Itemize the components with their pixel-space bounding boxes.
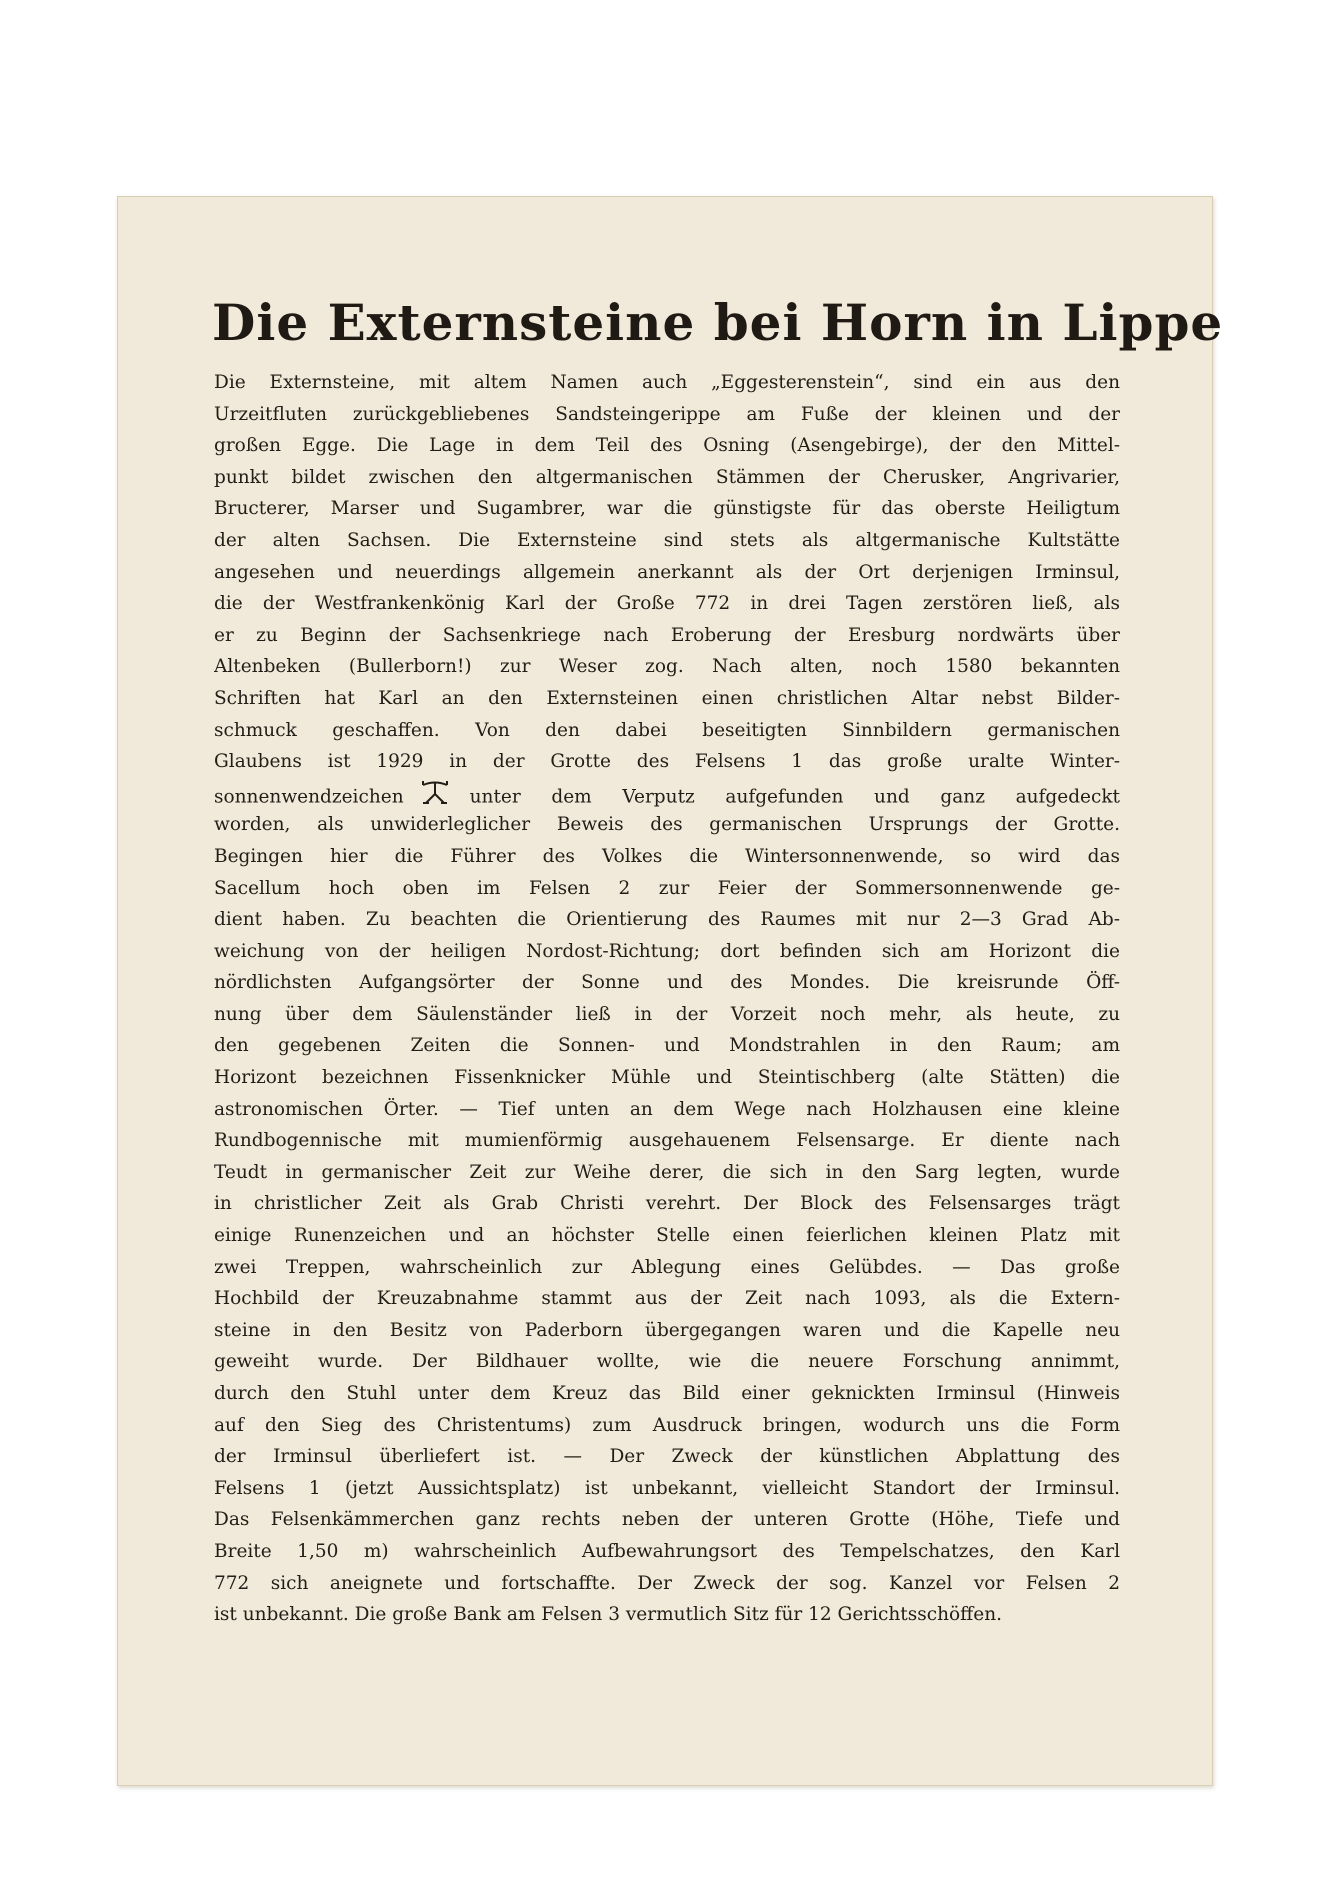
text-line: Altenbeken (Bullerborn!) zur Weser zog. Nach alten, noch 1580 bekannten bbox=[214, 656, 1120, 678]
text-line: schmuck geschaffen. Von den dabei beseitigten Sinnbildern germanischen bbox=[214, 719, 1120, 741]
text-line: in christlicher Zeit als Grab Christi verehrt. Der Block des Felsensarges trägt bbox=[214, 1193, 1120, 1215]
document-title: Die Externsteine bei Horn in Lippe bbox=[212, 293, 1224, 352]
text-line: Sacellum hoch oben im Felsen 2 zur Feier der Sommersonnenwende ge- bbox=[214, 877, 1120, 899]
text-line: Bructerer, Marser und Sugambrer, war die günstigste für das oberste Heiligtum bbox=[214, 498, 1120, 520]
text-line: nördlichsten Aufgangsörter der Sonne und des Mondes. Die kreisrunde Öff- bbox=[214, 972, 1120, 994]
text-line: er zu Beginn der Sachsenkriege nach Eroberung der Eresburg nordwärts über bbox=[214, 624, 1120, 646]
text-line: einige Runenzeichen und an höchster Stelle einen feierlichen kleinen Platz mit bbox=[214, 1225, 1120, 1247]
text-line: der alten Sachsen. Die Externsteine sind stets als altgermanische Kultstätte bbox=[214, 529, 1120, 551]
text-line: 772 sich aneignete und fortschaffte. Der Zweck der sog. Kanzel vor Felsen 2 bbox=[214, 1572, 1120, 1594]
text-line: auf den Sieg des Christentums) zum Ausdruck bringen, wodurch uns die Form bbox=[214, 1414, 1120, 1436]
text-line: Felsens 1 (jetzt Aussichtsplatz) ist unbekannt, vielleicht Standort der Irminsul. bbox=[214, 1477, 1120, 1499]
text-line: Urzeitfluten zurückgebliebenes Sandsteingerippe am Fuße der kleinen und der bbox=[214, 403, 1120, 425]
text-line: worden, als unwiderleglicher Beweis des germanischen Ursprungs der Grotte. bbox=[214, 814, 1120, 836]
text-line: angesehen und neuerdings allgemein anerkannt als der Ort derjenigen Irminsul, bbox=[214, 561, 1120, 583]
text-line: Schriften hat Karl an den Externsteinen einen christlichen Altar nebst Bilder- bbox=[214, 687, 1120, 709]
text-line: Die Externsteine, mit altem Namen auch „Eggesterenstein“, sind ein aus den bbox=[214, 372, 1120, 393]
text-line: weichung von der heiligen Nordost-Richtung; dort befinden sich am Horizont die bbox=[214, 940, 1120, 962]
text-line: großen Egge. Die Lage in dem Teil des Osning (Asengebirge), der den Mittel- bbox=[214, 435, 1120, 457]
text-line: der Irminsul überliefert ist. — Der Zweck der künstlichen Abplattung des bbox=[214, 1446, 1120, 1468]
text-line: Das Felsenkämmerchen ganz rechts neben der unteren Grotte (Höhe, Tiefe und bbox=[214, 1509, 1120, 1531]
text-line: zwei Treppen, wahrscheinlich zur Ablegung eines Gelübdes. — Das große bbox=[214, 1256, 1120, 1278]
text-line: Teudt in germanischer Zeit zur Weihe derer, die sich in den Sarg legten, wurde bbox=[214, 1161, 1120, 1183]
text-line: die der Westfrankenkönig Karl der Große 772 in drei Tagen zerstören ließ, als bbox=[214, 593, 1120, 615]
text-line: Glaubens ist 1929 in der Grotte des Felsens 1 das große uralte Winter- bbox=[214, 751, 1120, 773]
text-line: Begingen hier die Führer des Volkes die Wintersonnenwende, so wird das bbox=[214, 845, 1120, 867]
text-line: geweiht wurde. Der Bildhauer wollte, wie die neuere Forschung annimmt, bbox=[214, 1351, 1120, 1373]
text-line: dient haben. Zu beachten die Orientierung des Raumes mit nur 2—3 Grad Ab- bbox=[214, 909, 1120, 931]
text-line: Horizont bezeichnen Fissenknicker Mühle und Steintischberg (alte Stätten) die bbox=[214, 1067, 1120, 1089]
text-line: den gegebenen Zeiten die Sonnen- und Mondstrahlen in den Raum; am bbox=[214, 1035, 1120, 1057]
symbol-line-before: sonnenwendzeichen bbox=[214, 786, 404, 808]
text-line: ist unbekannt. Die große Bank am Felsen 3 vermutlich Sitz für 12 Gerichtsschöffen. bbox=[214, 1604, 1003, 1626]
postcard-back bbox=[117, 196, 1224, 1786]
text-line: Breite 1,50 m) wahrscheinlich Aufbewahrungsort des Tempelschatzes, den Karl bbox=[214, 1540, 1120, 1562]
text-line: steine in den Besitz von Paderborn übergegangen waren und die Kapelle neu bbox=[214, 1319, 1120, 1341]
symbol-line-after: unter dem Verputz aufgefunden und ganz aufgedeckt bbox=[469, 786, 1120, 808]
text-line: punkt bildet zwischen den altgermanischen Stämmen der Cherusker, Angrivarier, bbox=[214, 466, 1120, 488]
text-line-with-symbol bbox=[214, 778, 1120, 810]
text-line: nung über dem Säulenständer ließ in der Vorzeit noch mehr, als heute, zu bbox=[214, 1003, 1120, 1025]
text-line: Hochbild der Kreuzabnahme stammt aus der Zeit nach 1093, als die Extern- bbox=[214, 1288, 1120, 1310]
text-line: durch den Stuhl unter dem Kreuz das Bild einer geknickten Irminsul (Hinweis bbox=[214, 1383, 1120, 1404]
body-text bbox=[214, 367, 1120, 1631]
sun-wheel-rune-icon bbox=[418, 778, 452, 810]
text-line: Rundbogennische mit mumienförmig ausgehauenem Felsensarge. Er diente nach bbox=[214, 1130, 1120, 1152]
text-line: astronomischen Örter. — Tief unten an dem Wege nach Holzhausen eine kleine bbox=[214, 1098, 1120, 1120]
